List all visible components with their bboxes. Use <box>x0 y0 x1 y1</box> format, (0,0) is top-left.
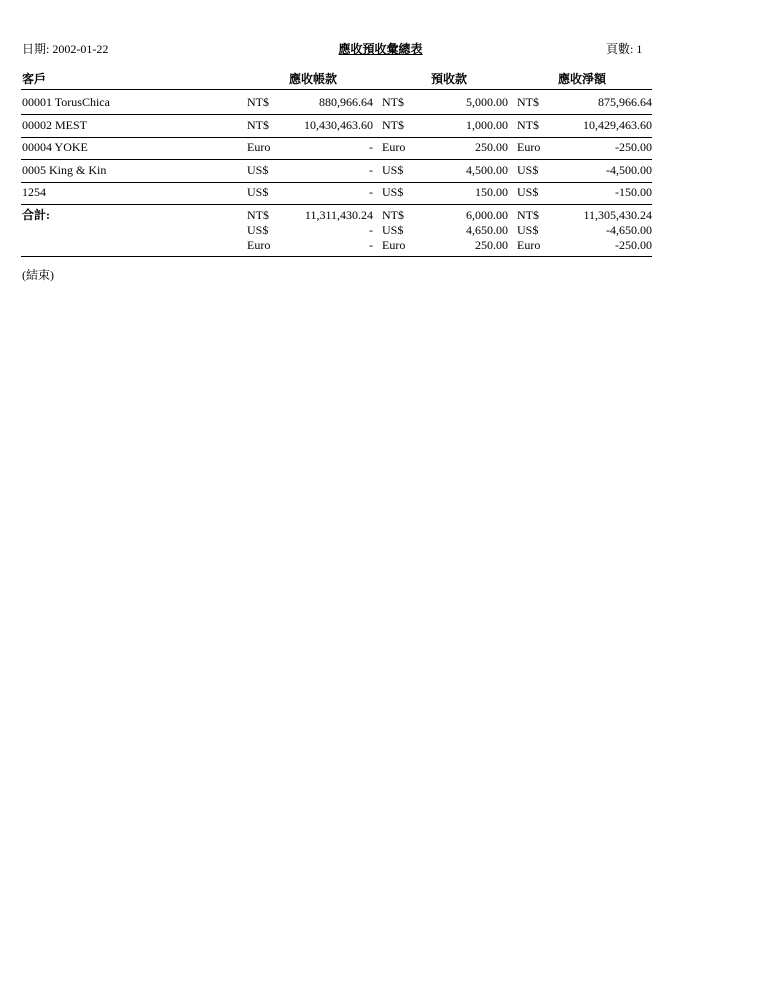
total-cell-currency-prepaid: Euro <box>382 238 406 252</box>
cell-net: -250.00 <box>615 140 652 154</box>
total-cell-currency-receivable: NT$ <box>247 208 269 222</box>
cell-prepaid: 1,000.00 <box>466 118 508 132</box>
cell-net: -4,500.00 <box>606 163 652 177</box>
cell-currency-receivable: Euro <box>247 140 271 154</box>
cell-currency-net: US$ <box>517 185 539 199</box>
total-cell-currency-prepaid: NT$ <box>382 208 404 222</box>
total-cell-receivable: - <box>369 223 373 237</box>
cell-currency-net: NT$ <box>517 118 539 132</box>
cell-currency-receivable: US$ <box>247 185 269 199</box>
row-divider <box>21 204 652 205</box>
cell-customer: 1254 <box>22 185 46 199</box>
end-marker: (結束) <box>22 268 54 282</box>
total-cell-currency-net: US$ <box>517 223 539 237</box>
cell-customer: 00004 YOKE <box>22 140 88 154</box>
totals-label: 合計: <box>22 208 50 222</box>
cell-receivable: - <box>369 163 373 177</box>
cell-prepaid: 250.00 <box>475 140 508 154</box>
row-divider <box>21 137 652 138</box>
total-cell-net: -4,650.00 <box>606 223 652 237</box>
cell-currency-receivable: US$ <box>247 163 269 177</box>
cell-receivable: - <box>369 185 373 199</box>
column-header-net: 應收淨額 <box>558 72 607 86</box>
cell-prepaid: 5,000.00 <box>466 95 508 109</box>
total-cell-prepaid: 250.00 <box>475 238 508 252</box>
total-cell-currency-receivable: Euro <box>247 238 271 252</box>
total-cell-receivable: 11,311,430.24 <box>304 208 373 222</box>
cell-receivable: - <box>369 140 373 154</box>
cell-customer: 0005 King & Kin <box>22 163 107 177</box>
cell-currency-prepaid: NT$ <box>382 95 404 109</box>
cell-currency-net: US$ <box>517 163 539 177</box>
total-cell-currency-prepaid: US$ <box>382 223 404 237</box>
total-cell-prepaid: 4,650.00 <box>466 223 508 237</box>
cell-receivable: 10,430,463.60 <box>304 118 373 132</box>
cell-currency-receivable: NT$ <box>247 118 269 132</box>
cell-net: 10,429,463.60 <box>583 118 652 132</box>
cell-net: -150.00 <box>615 185 652 199</box>
column-header-customer: 客戶 <box>22 72 47 86</box>
total-cell-currency-receivable: US$ <box>247 223 269 237</box>
cell-customer: 00002 MEST <box>22 118 88 132</box>
total-cell-prepaid: 6,000.00 <box>466 208 508 222</box>
cell-receivable: 880,966.64 <box>319 95 373 109</box>
cell-prepaid: 150.00 <box>475 185 508 199</box>
row-divider <box>21 114 652 115</box>
total-cell-net: 11,305,430.24 <box>583 208 652 222</box>
totals-divider <box>21 256 652 257</box>
cell-net: 875,966.64 <box>598 95 652 109</box>
row-divider <box>21 182 652 183</box>
row-divider <box>21 159 652 160</box>
report-title: 應收預收彙總表 <box>338 42 423 56</box>
total-cell-net: -250.00 <box>615 238 652 252</box>
cell-currency-prepaid: US$ <box>382 185 404 199</box>
column-header-receivable: 應收帳款 <box>289 72 338 86</box>
cell-currency-net: Euro <box>517 140 541 154</box>
cell-customer: 00001 TorusChica <box>22 95 110 109</box>
cell-prepaid: 4,500.00 <box>466 163 508 177</box>
page-number: 頁數: 1 <box>606 42 643 56</box>
total-cell-receivable: - <box>369 238 373 252</box>
cell-currency-net: NT$ <box>517 95 539 109</box>
total-cell-currency-net: NT$ <box>517 208 539 222</box>
cell-currency-prepaid: NT$ <box>382 118 404 132</box>
report-date: 日期: 2002-01-22 <box>22 42 109 56</box>
cell-currency-receivable: NT$ <box>247 95 269 109</box>
cell-currency-prepaid: US$ <box>382 163 404 177</box>
cell-currency-prepaid: Euro <box>382 140 406 154</box>
column-header-prepaid: 預收款 <box>431 72 468 86</box>
header-divider <box>21 89 652 90</box>
total-cell-currency-net: Euro <box>517 238 541 252</box>
